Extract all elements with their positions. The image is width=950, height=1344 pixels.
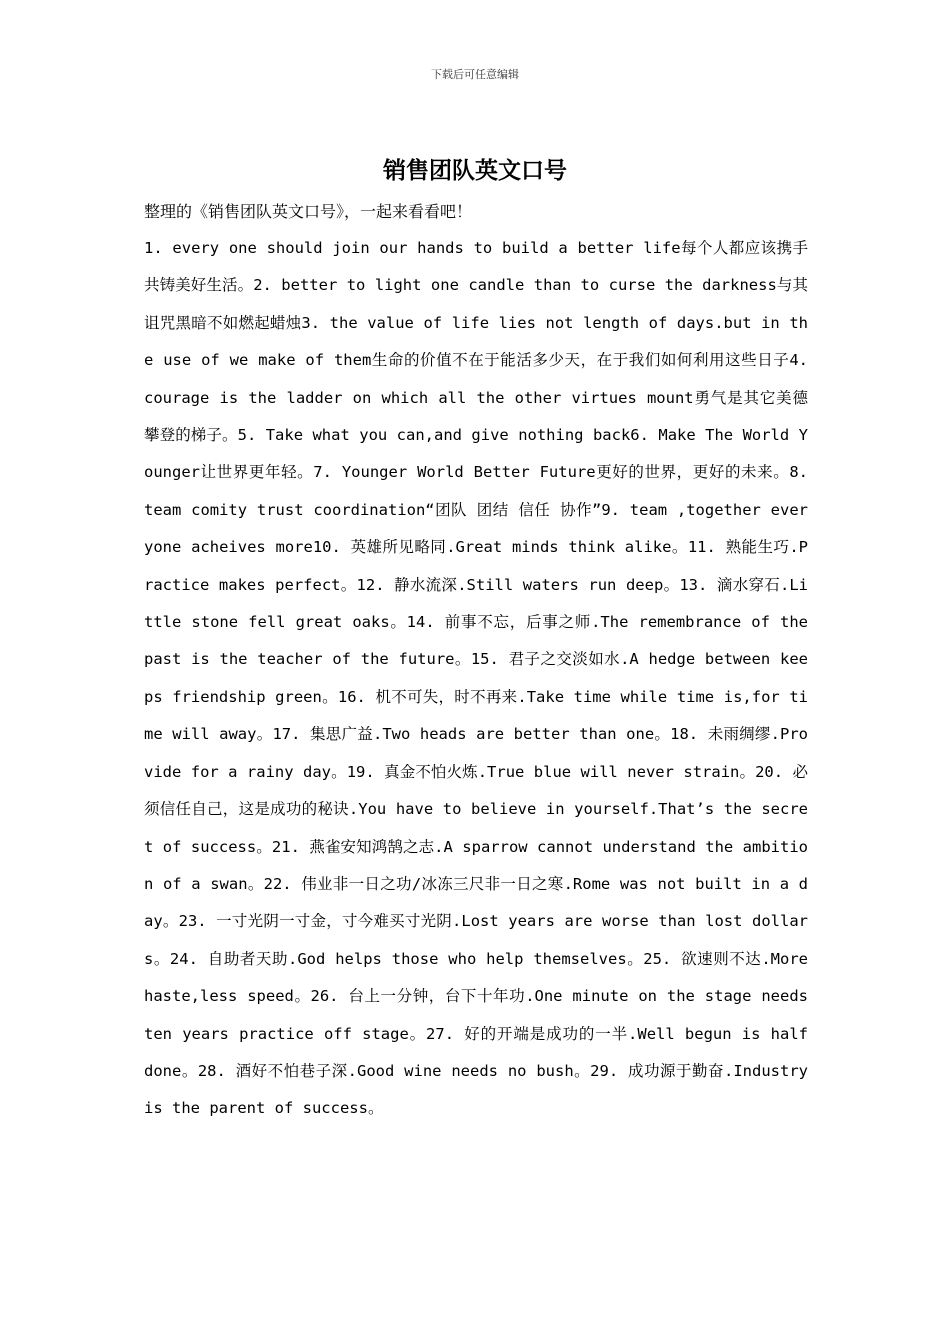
slogan-list-paragraph: 1. every one should join our hands to build a better life每个人都应该携手共铸美好生活。2. better to light one candle than to curse the darkness与其诅咒黑暗不如燃起蜡烛3. the value of life lies not length of days.but in the use of we make of them生命的价值不在于能活多少天，在于我们如何利用这些日子4. courage is the ladder on which all the other virtues mount勇气是其它美德攀登的梯子。5. Take what you can,and give nothing back6. Make The World Younger让世界更年轻。7. Younger World Better Future更好的世界，更好的未来。8. team comity trust coordination“团队 团结 信任 协作”9. team ,together everyone acheives more10. 英雄所见略同.Great minds think alike。11. 熟能生巧.Practice makes perfect。12. 静水流深.Still waters run deep。13. 滴水穿石.Little stone fell great oaks。14. 前事不忘，后事之师.The remembrance of the past is the teacher of the future。15. 君子之交淡如水.A hedge between keeps friendship green。16. 机不可失，时不再来.Take time while time is,for time will away。17. 集思广益.Two heads are better than one。18. 未雨绸缪.Provide for a rainy day。19. 真金不怕火炼.True blue will never strain。20. 必须信任自己，这是成功的秘诀.You have to believe in yourself.That’s the secret of success。21. 燕雀安知鸿鹄之志.A sparrow cannot understand the ambition of a swan。22. 伟业非一日之功/冰冻三尺非一日之寒.Rome was not built in a day。23. 一寸光阴一寸金，寸今难买寸光阴.Lost years are worse than lost dollars。24. 自助者天助.God helps those who help themselves。25. 欲速则不达.More haste,less speed。26. 台上一分钟，台下十年功.One minute on the stage needs ten years practice off stage。27. 好的开端是成功的一半.Well begun is half done。28. 酒好不怕巷子深.Good wine needs no bush。29. 成功源于勤奋.Industry is the parent of success。 [144,239,808,1118]
header-note: 下载后可任意编辑 [431,68,519,81]
document-title: 销售团队英文口号 [383,158,567,184]
intro-paragraph: 整理的《销售团队英文口号》，一起来看看吧！ [144,202,473,221]
